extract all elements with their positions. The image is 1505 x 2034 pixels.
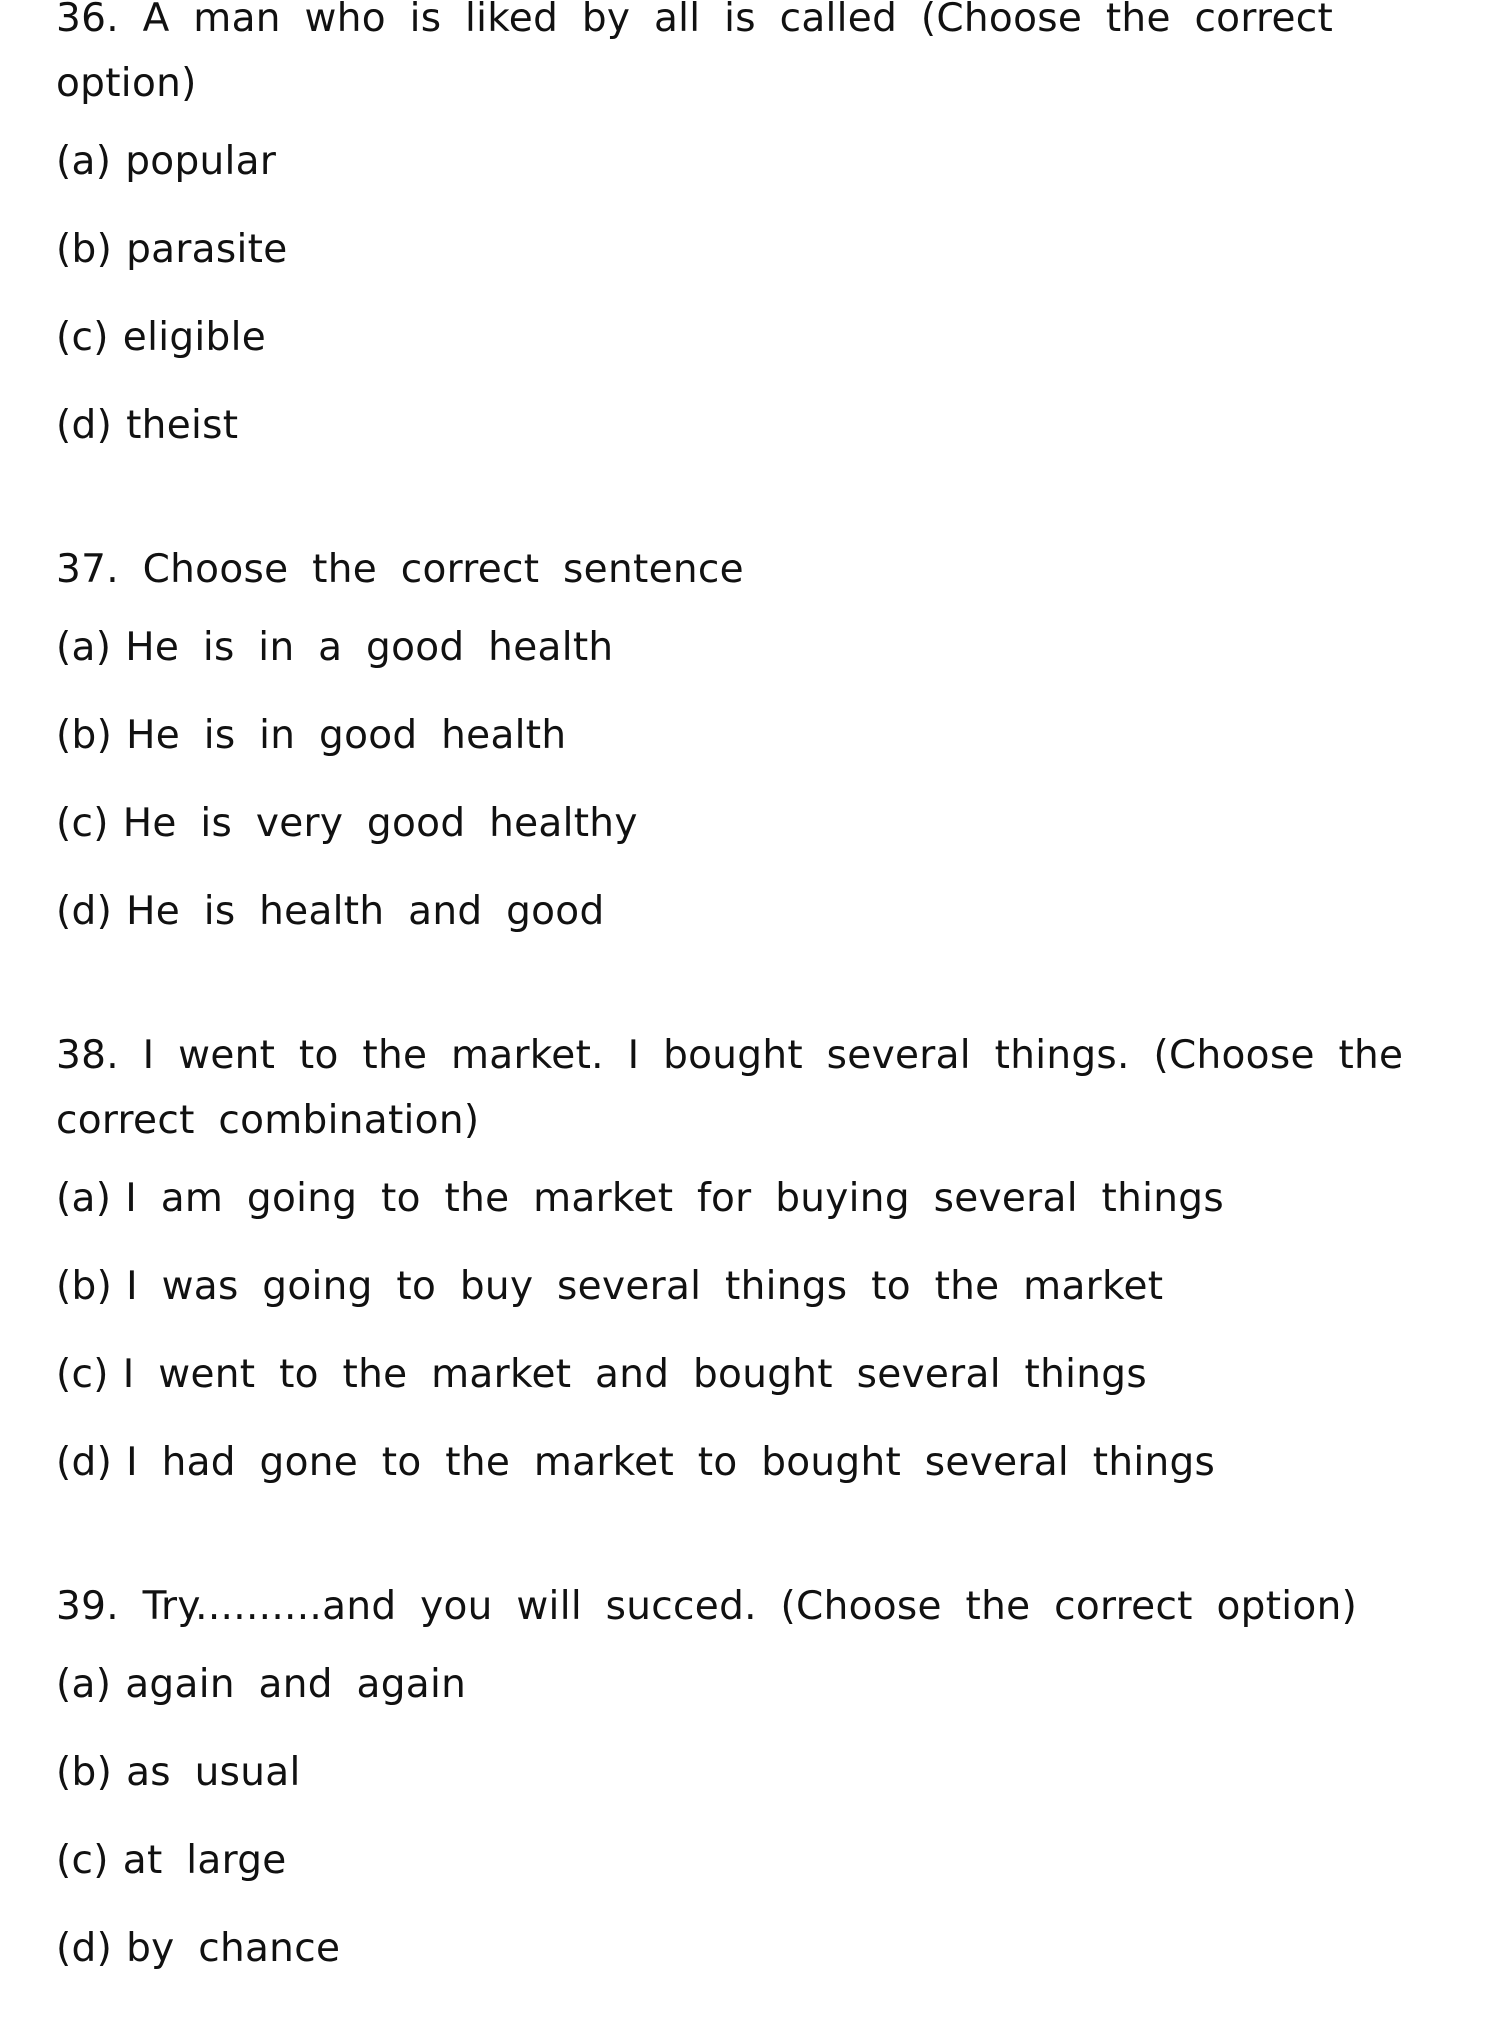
option-text: eligible	[122, 315, 267, 360]
question-stem: 39. Try..........and you will succed. (Choose the correct option)	[56, 1584, 1358, 1629]
option-b[interactable]	[56, 226, 1456, 273]
option-label: (b)	[56, 1750, 113, 1795]
option-d[interactable]	[56, 888, 1456, 935]
option-label: (a)	[56, 625, 112, 670]
option-text: theist	[126, 403, 239, 448]
question-page	[56, 0, 1456, 1972]
option-text: He is very good healthy	[122, 801, 638, 846]
option-label: (b)	[56, 1264, 113, 1309]
option-list	[56, 1175, 1456, 1486]
option-label: (c)	[56, 801, 109, 846]
option-text: parasite	[126, 227, 288, 272]
option-a[interactable]	[56, 1175, 1456, 1222]
option-text: He is in good health	[126, 713, 567, 758]
option-text: popular	[125, 139, 277, 184]
option-label: (d)	[56, 1926, 113, 1971]
option-text: I am going to the market for buying several things	[125, 1176, 1224, 1221]
option-a[interactable]	[56, 624, 1456, 671]
option-label: (a)	[56, 139, 112, 184]
option-label: (a)	[56, 1662, 112, 1707]
option-d[interactable]	[56, 402, 1456, 449]
question-stem: 37. Choose the correct sentence	[56, 547, 744, 592]
option-text: I was going to buy several things to the market	[126, 1264, 1164, 1309]
option-text: He is in a good health	[125, 625, 614, 670]
option-label: (b)	[56, 713, 113, 758]
option-d[interactable]	[56, 1925, 1456, 1972]
option-text: at large	[122, 1838, 287, 1883]
option-label: (d)	[56, 1440, 113, 1485]
option-label: (d)	[56, 403, 113, 448]
option-list	[56, 1661, 1456, 1972]
option-c[interactable]	[56, 1351, 1456, 1398]
option-b[interactable]	[56, 1263, 1456, 1310]
option-label: (c)	[56, 1838, 109, 1883]
option-c[interactable]	[56, 800, 1456, 847]
option-label: (a)	[56, 1176, 112, 1221]
option-text: I had gone to the market to bought several things	[126, 1440, 1216, 1485]
option-b[interactable]	[56, 1749, 1456, 1796]
option-label: (d)	[56, 889, 113, 934]
option-label: (c)	[56, 315, 109, 360]
option-list	[56, 138, 1456, 449]
question-37	[56, 537, 1456, 935]
option-d[interactable]	[56, 1439, 1456, 1486]
option-text: as usual	[126, 1750, 301, 1795]
option-a[interactable]	[56, 138, 1456, 185]
option-label: (b)	[56, 227, 113, 272]
option-label: (c)	[56, 1352, 109, 1397]
option-b[interactable]	[56, 712, 1456, 759]
question-stem: 38. I went to the market. I bought several things. (Choose the correct combination)	[56, 1033, 1404, 1143]
option-a[interactable]	[56, 1661, 1456, 1708]
option-list	[56, 624, 1456, 935]
option-text: again and again	[125, 1662, 467, 1707]
option-c[interactable]	[56, 314, 1456, 361]
question-36	[56, 0, 1456, 449]
option-text: He is health and good	[126, 889, 605, 934]
option-c[interactable]	[56, 1837, 1456, 1884]
question-38	[56, 1023, 1456, 1486]
question-39	[56, 1574, 1456, 1972]
option-text: by chance	[126, 1926, 341, 1971]
question-stem: 36. A man who is liked by all is called (Choose the correct option)	[56, 0, 1334, 106]
option-text: I went to the market and bought several things	[122, 1352, 1147, 1397]
